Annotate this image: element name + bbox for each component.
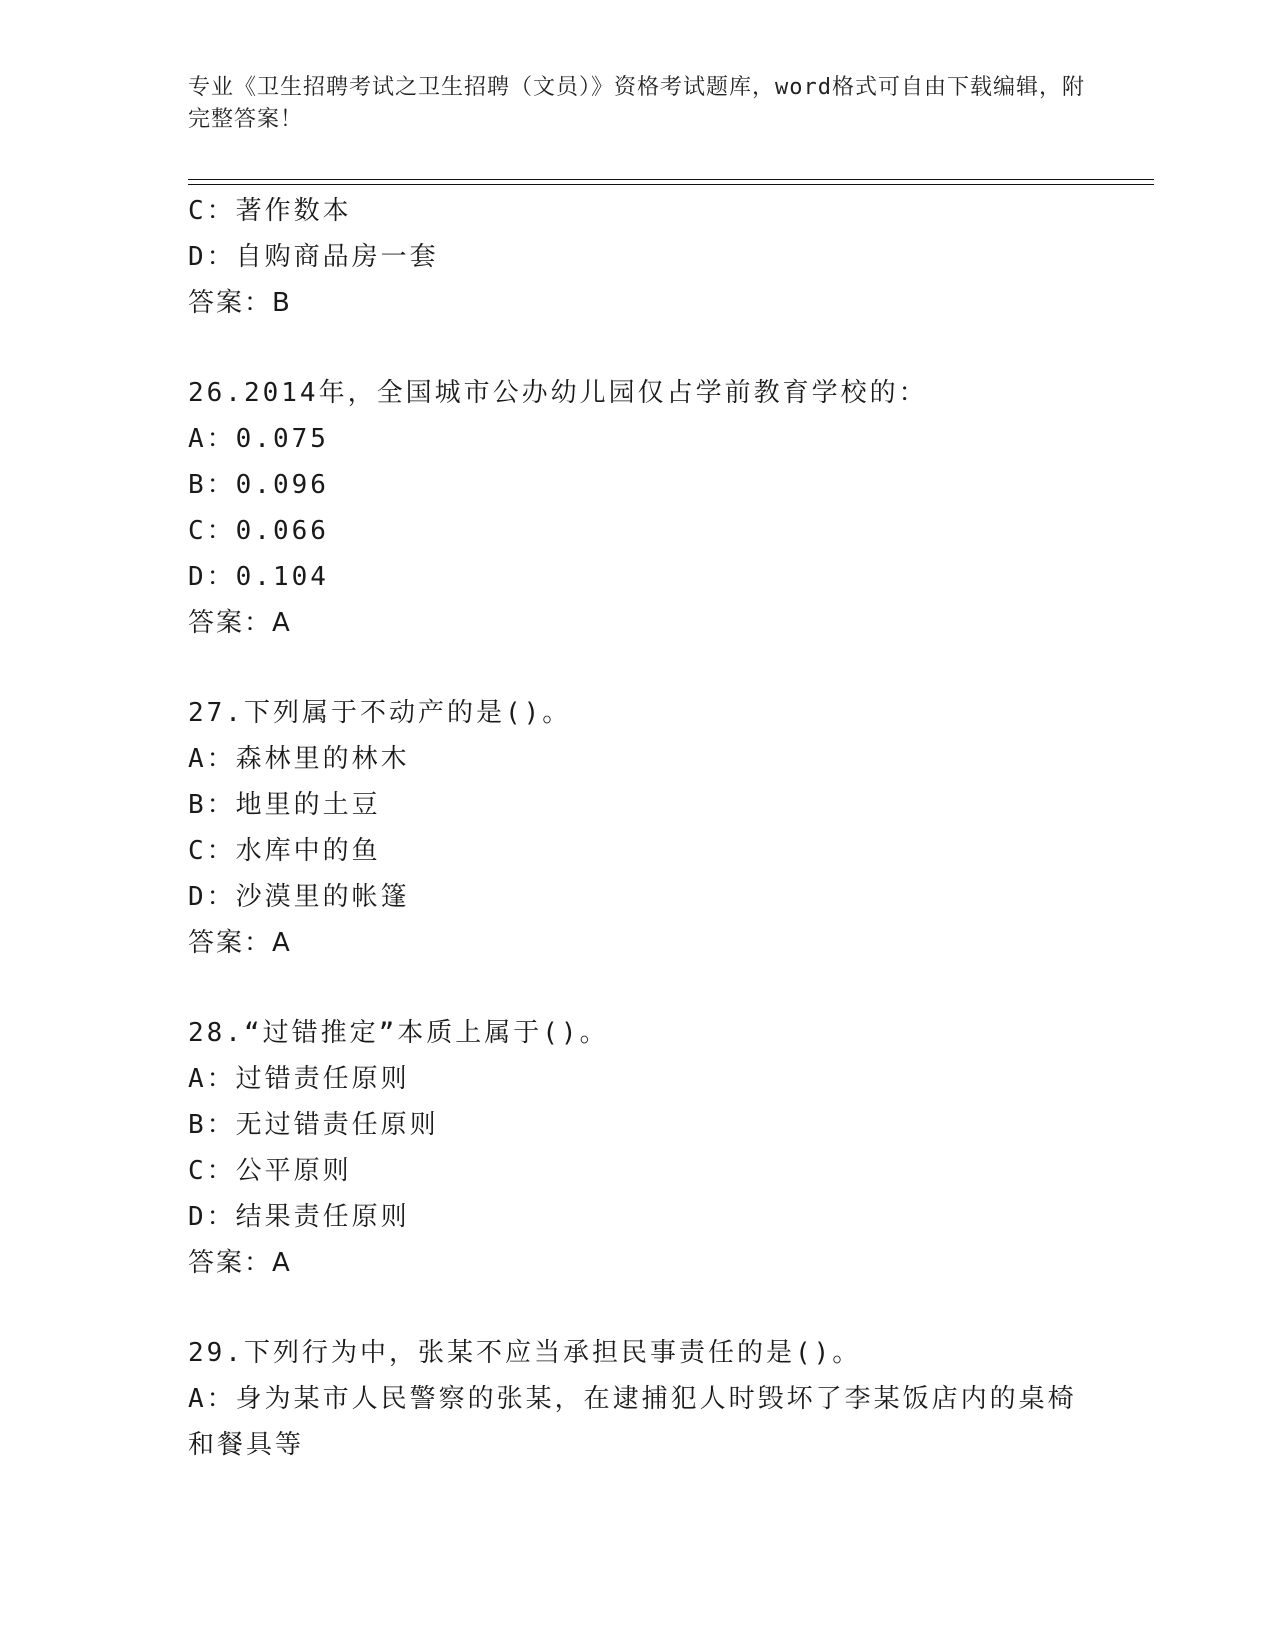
question-29 [188, 1330, 1088, 1468]
question-list [188, 188, 1088, 1468]
option-c: C：0.066 [188, 516, 329, 546]
answer-line: 答案：A [188, 608, 292, 638]
answer-line: 答案：A [188, 1248, 292, 1278]
option-d: D：沙漠里的帐篷 [188, 882, 410, 912]
option-b: B：0.096 [188, 470, 329, 500]
option-c: C：著作数本 [188, 196, 352, 226]
option-b: B：无过错责任原则 [188, 1110, 439, 1140]
answer-line: 答案：B [188, 288, 292, 318]
header-divider-top [188, 179, 1154, 180]
option-d: D：结果责任原则 [188, 1202, 410, 1232]
question-27 [188, 690, 1088, 966]
answer-line: 答案：A [188, 928, 292, 958]
option-d: D：0.104 [188, 562, 329, 592]
question-text: 29.下列行为中，张某不应当承担民事责任的是()。 [188, 1338, 862, 1368]
option-a: A：身为某市人民警察的张某，在逮捕犯人时毁坏了李某饭店内的桌椅和餐具等 [188, 1384, 1077, 1460]
option-d: D：自购商品房一套 [188, 242, 439, 272]
option-b: B：地里的土豆 [188, 790, 381, 820]
option-a: A：过错责任原则 [188, 1064, 410, 1094]
question-text: 28.“过错推定”本质上属于()。 [188, 1018, 609, 1048]
document-header [188, 72, 1088, 136]
question-26 [188, 370, 1088, 646]
option-c: C：水库中的鱼 [188, 836, 381, 866]
question-text: 27.下列属于不动产的是()。 [188, 698, 572, 728]
carryover-question [188, 188, 1088, 326]
option-a: A：0.075 [188, 424, 329, 454]
question-text: 26.2014年，全国城市公办幼儿园仅占学前教育学校的： [188, 378, 928, 408]
header-description: 专业《卫生招聘考试之卫生招聘（文员）》资格考试题库，word格式可自由下载编辑，附完整答案！ [188, 75, 1085, 132]
header-divider-bottom [188, 184, 1154, 185]
option-a: A：森林里的林木 [188, 744, 410, 774]
option-c: C：公平原则 [188, 1156, 352, 1186]
question-28 [188, 1010, 1088, 1286]
